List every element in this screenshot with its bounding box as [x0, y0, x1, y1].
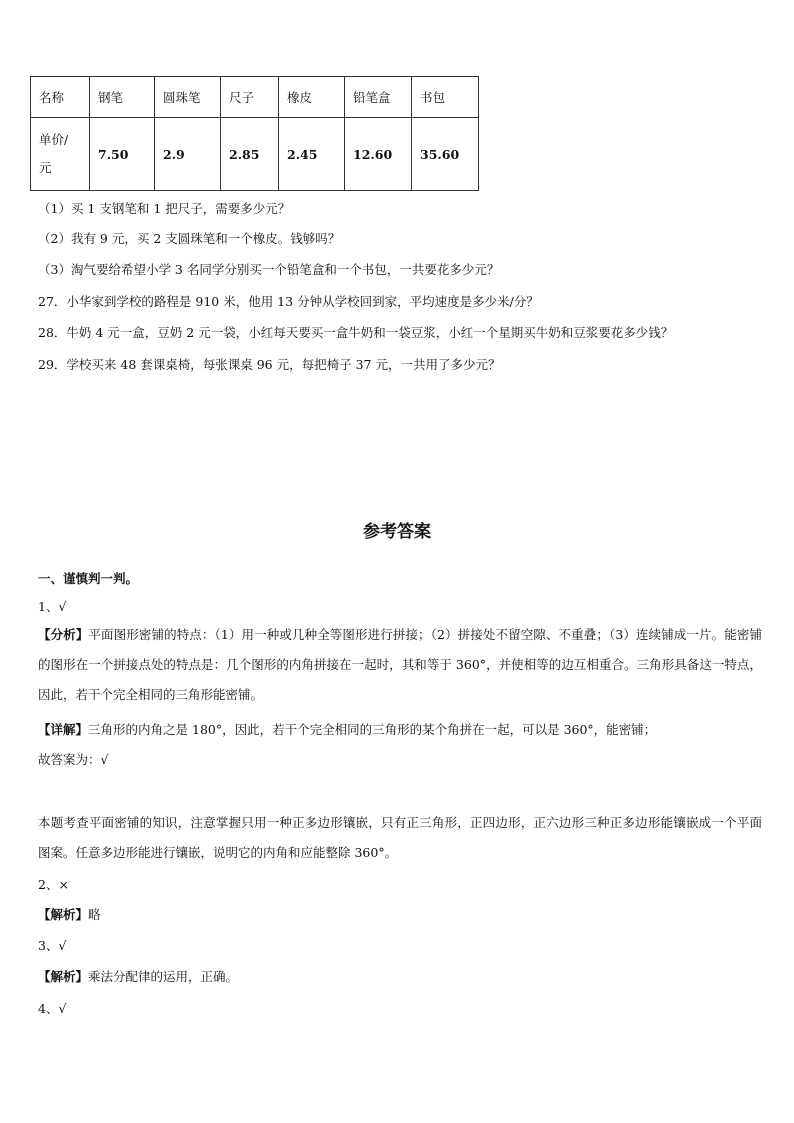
price-cell: 12.60	[345, 118, 412, 191]
question-28: 28．牛奶 4 元一盒，豆奶 2 元一袋，小红每天要买一盒牛奶和一袋豆浆，小红一个星期买牛奶和豆浆要花多少钱？	[38, 325, 674, 340]
section-heading: 一、谨慎判一判。	[38, 571, 139, 586]
answer-1-note: 本题考查平面密铺的知识，注意掌握只用一种正多边形镶嵌，只有正三角形，正四边形，正六边形三种正多边形能镶嵌成一个平面图案。任意多边形能进行镶嵌，说明它的内角和应能整除 360°。	[38, 815, 762, 860]
answer-3: 3、√	[38, 938, 67, 953]
analysis-text: 平面图形密铺的特点：（1）用一种或几种全等图形进行拼接；（2）拼接处不留空隙、不重叠；（3）连续铺成一片。能密铺的图形在一个拼接点处的特点是：几个图形的内角拼接在一起时，其和等于 360°，并使相等的边互相重合。三角形具备这一特点，因此，若干个完全相同的三角形能密铺。	[38, 627, 762, 702]
question-27: 27．小华家到学校的路程是 910 米，他用 13 分钟从学校回到家，平均速度是多少米/分？	[38, 294, 539, 309]
price-cell: 35.60	[412, 118, 479, 191]
question-26-1: （1）买 1 支钢笔和 1 把尺子，需要多少元？	[38, 201, 291, 216]
answer-1-detail	[38, 715, 762, 745]
answer-2: 2、×	[38, 877, 69, 892]
table-price-row	[31, 118, 479, 191]
explanation-text: 乘法分配律的运用，正确。	[88, 969, 239, 984]
question-26-3: （3）淘气要给希望小学 3 名同学分别买一个铅笔盒和一个书包，一共要花多少元？	[38, 262, 500, 277]
table-header-cell: 书包	[412, 77, 479, 118]
answer-1-conclusion: 故答案为：√	[38, 752, 109, 767]
price-cell: 2.85	[221, 118, 279, 191]
table-header-cell: 铅笔盒	[345, 77, 412, 118]
explanation-label: 【解析】	[38, 907, 89, 922]
row-label-line2: 元	[39, 160, 52, 175]
answer-3-explanation	[38, 962, 762, 992]
analysis-label: 【分析】	[38, 627, 89, 642]
answer-4: 4、√	[38, 1001, 67, 1016]
answers-title: 参考答案	[363, 522, 431, 542]
row-label-cell	[31, 118, 90, 191]
row-label-line1: 单价/	[39, 132, 69, 147]
explanation-text: 略	[88, 907, 101, 922]
price-cell: 7.50	[90, 118, 155, 191]
answer-2-explanation	[38, 900, 762, 930]
question-29: 29．学校买来 48 套课桌椅，每张课桌 96 元，每把椅子 37 元，一共用了多少元？	[38, 357, 501, 372]
detail-label: 【详解】	[38, 722, 89, 737]
explanation-label: 【解析】	[38, 969, 89, 984]
table-header-row	[31, 77, 479, 118]
price-cell: 2.9	[155, 118, 221, 191]
answer-1-analysis	[38, 620, 762, 710]
table-header-cell: 橡皮	[279, 77, 345, 118]
table-header-cell: 圆珠笔	[155, 77, 221, 118]
table-header-cell: 名称	[31, 77, 90, 118]
detail-text: 三角形的内角之是 180°，因此，若干个完全相同的三角形的某个角拼在一起，可以是 360°，能密铺；	[88, 722, 657, 737]
price-cell: 2.45	[279, 118, 345, 191]
table-header-cell: 尺子	[221, 77, 279, 118]
price-table	[30, 76, 479, 191]
answer-1: 1、√	[38, 599, 67, 614]
question-26-2: （2）我有 9 元，买 2 支圆珠笔和一个橡皮。钱够吗？	[38, 231, 341, 246]
table-header-cell: 钢笔	[90, 77, 155, 118]
